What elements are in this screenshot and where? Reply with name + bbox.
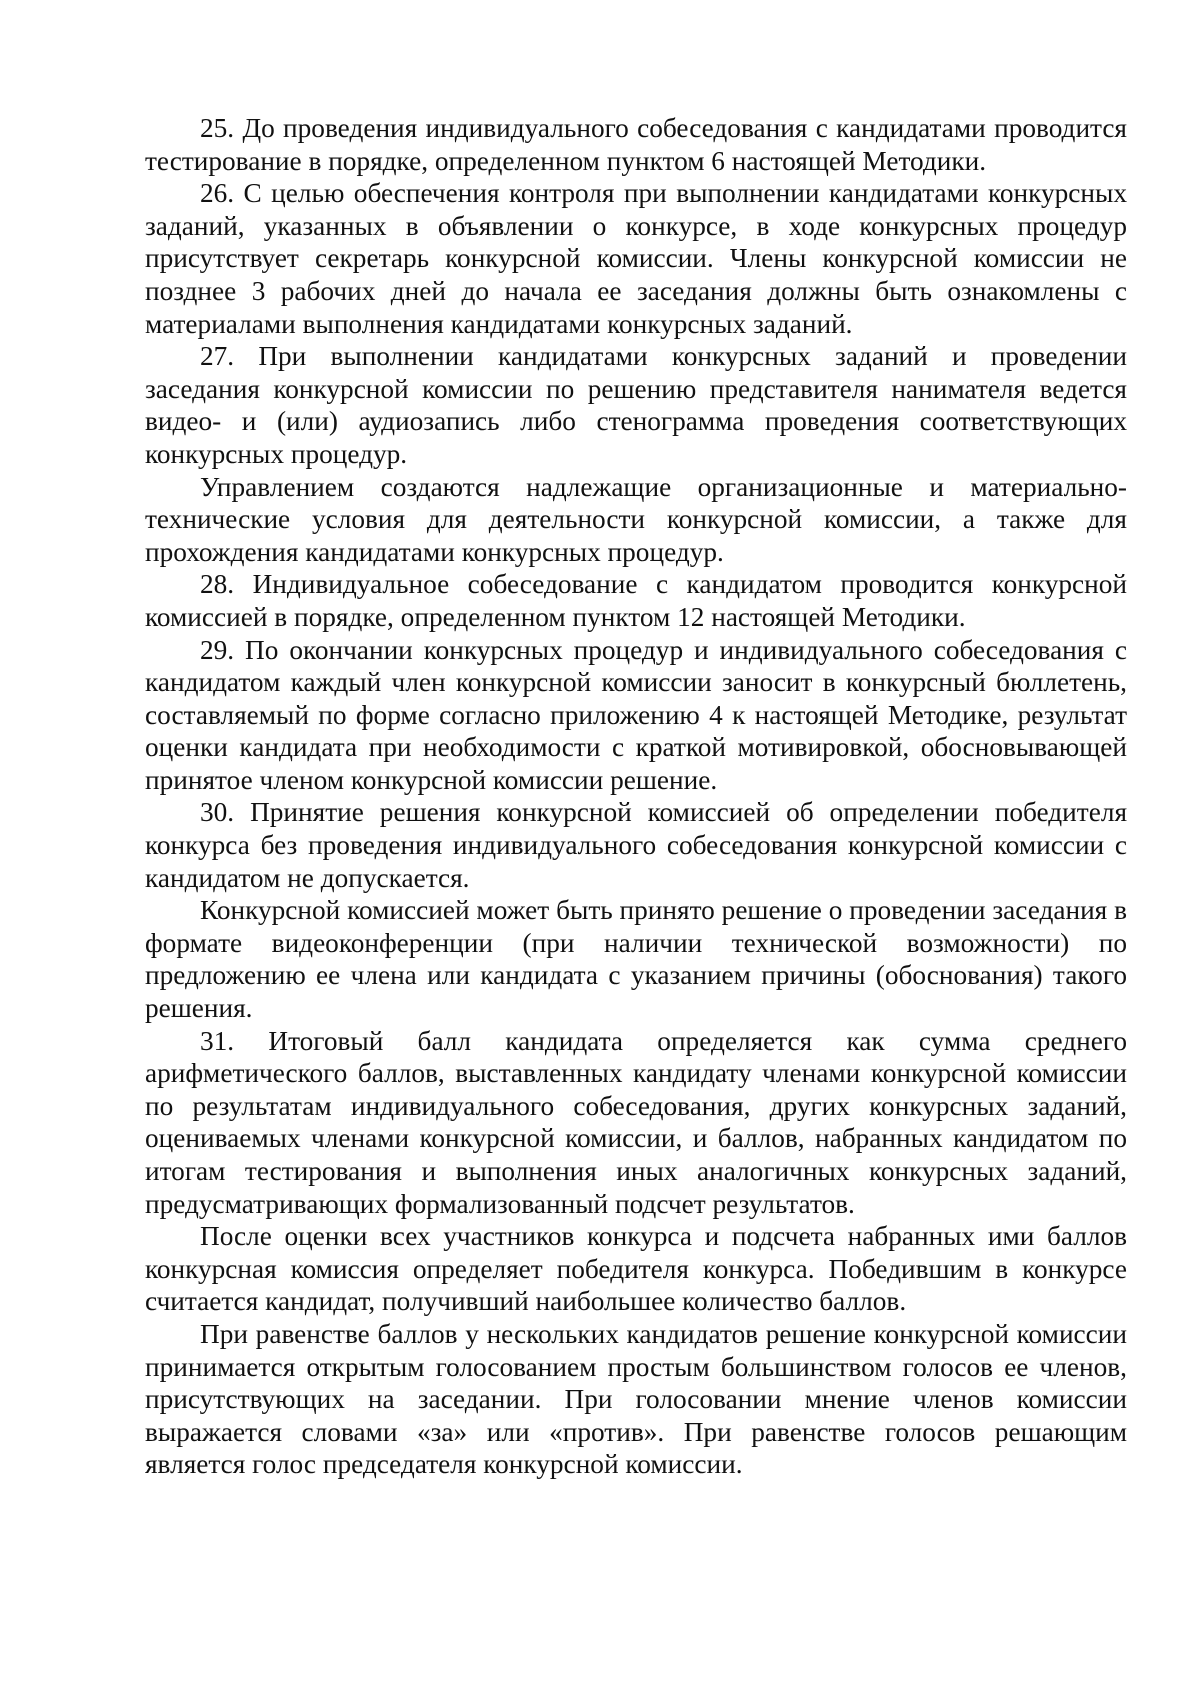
paragraph-29: 29. По окончании конкурсных процедур и индивидуального собеседования с кандидатом каждый член конкурсной комиссии заносит в конкурсный бюллетень, составляемый по форме согласно приложению 4 к настоящей Методике, результат оценки кандидата при необходимости с краткой мотивировкой, обосновывающей принятое членом конкурсной комиссии решение. [145,634,1127,795]
paragraph-27-continued: Управлением создаются надлежащие организационные и материально-технические условия для деятельности конкурсной комиссии, а также для прохождения кандидатами конкурсных процедур. [145,471,1127,567]
paragraph-31: 31. Итоговый балл кандидата определяется как сумма среднего арифметического баллов, выставленных кандидату членами конкурсной комиссии по результатам индивидуального собеседования, других конкурсных заданий, оцениваемых членами конкурсной комиссии, и баллов, набранных кандидатом по итогам тестирования и выполнения иных аналогичных конкурсных заданий, предусматривающих формализованный подсчет результатов. [145,1025,1127,1219]
paragraph-31-tie-rule: При равенстве баллов у нескольких кандидатов решение конкурсной комиссии принимается открытым голосованием простым большинством голосов ее членов, присутствующих на заседании. При голосовании мнение членов комиссии выражается словами «за» или «против». При равенстве голосов решающим является голос председателя конкурсной комиссии. [145,1318,1127,1480]
paragraph-25: 25. До проведения индивидуального собеседования с кандидатами проводится тестирование в порядке, определенном пунктом 6 настоящей Методики. [145,113,1127,176]
paragraph-30: 30. Принятие решения конкурсной комиссией об определении победителя конкурса без проведения индивидуального собеседования конкурсной комиссии с кандидатом не допускается. [145,797,1127,893]
paragraph-27: 27. При выполнении кандидатами конкурсных заданий и проведении заседания конкурсной комиссии по решению представителя нанимателя ведется видео- и (или) аудиозапись либо стенограмма проведения соответствующих конкурсных процедур. [145,341,1127,469]
paragraph-30-continued: Конкурсной комиссией может быть принято решение о проведении заседания в формате видеоконференции (при наличии технической возможности) по предложению ее члена или кандидата с указанием причины (обоснования) такого решения. [145,895,1127,1024]
document-page [145,112,1127,1481]
paragraph-28: 28. Индивидуальное собеседование с кандидатом проводится конкурсной комиссией в порядке, определенном пунктом 12 настоящей Методики. [145,569,1127,632]
paragraph-26: 26. С целью обеспечения контроля при выполнении кандидатами конкурсных заданий, указанных в объявлении о конкурсе, в ходе конкурсных процедур присутствует секретарь конкурсной комиссии. Члены конкурсной комиссии не позднее 3 рабочих дней до начала ее заседания должны быть ознакомлены с материалами выполнения кандидатами конкурсных заданий. [145,178,1127,339]
paragraph-31-continued: После оценки всех участников конкурса и подсчета набранных ими баллов конкурсная комиссия определяет победителя конкурса. Победившим в конкурсе считается кандидат, получивший наибольшее количество баллов. [145,1221,1127,1317]
